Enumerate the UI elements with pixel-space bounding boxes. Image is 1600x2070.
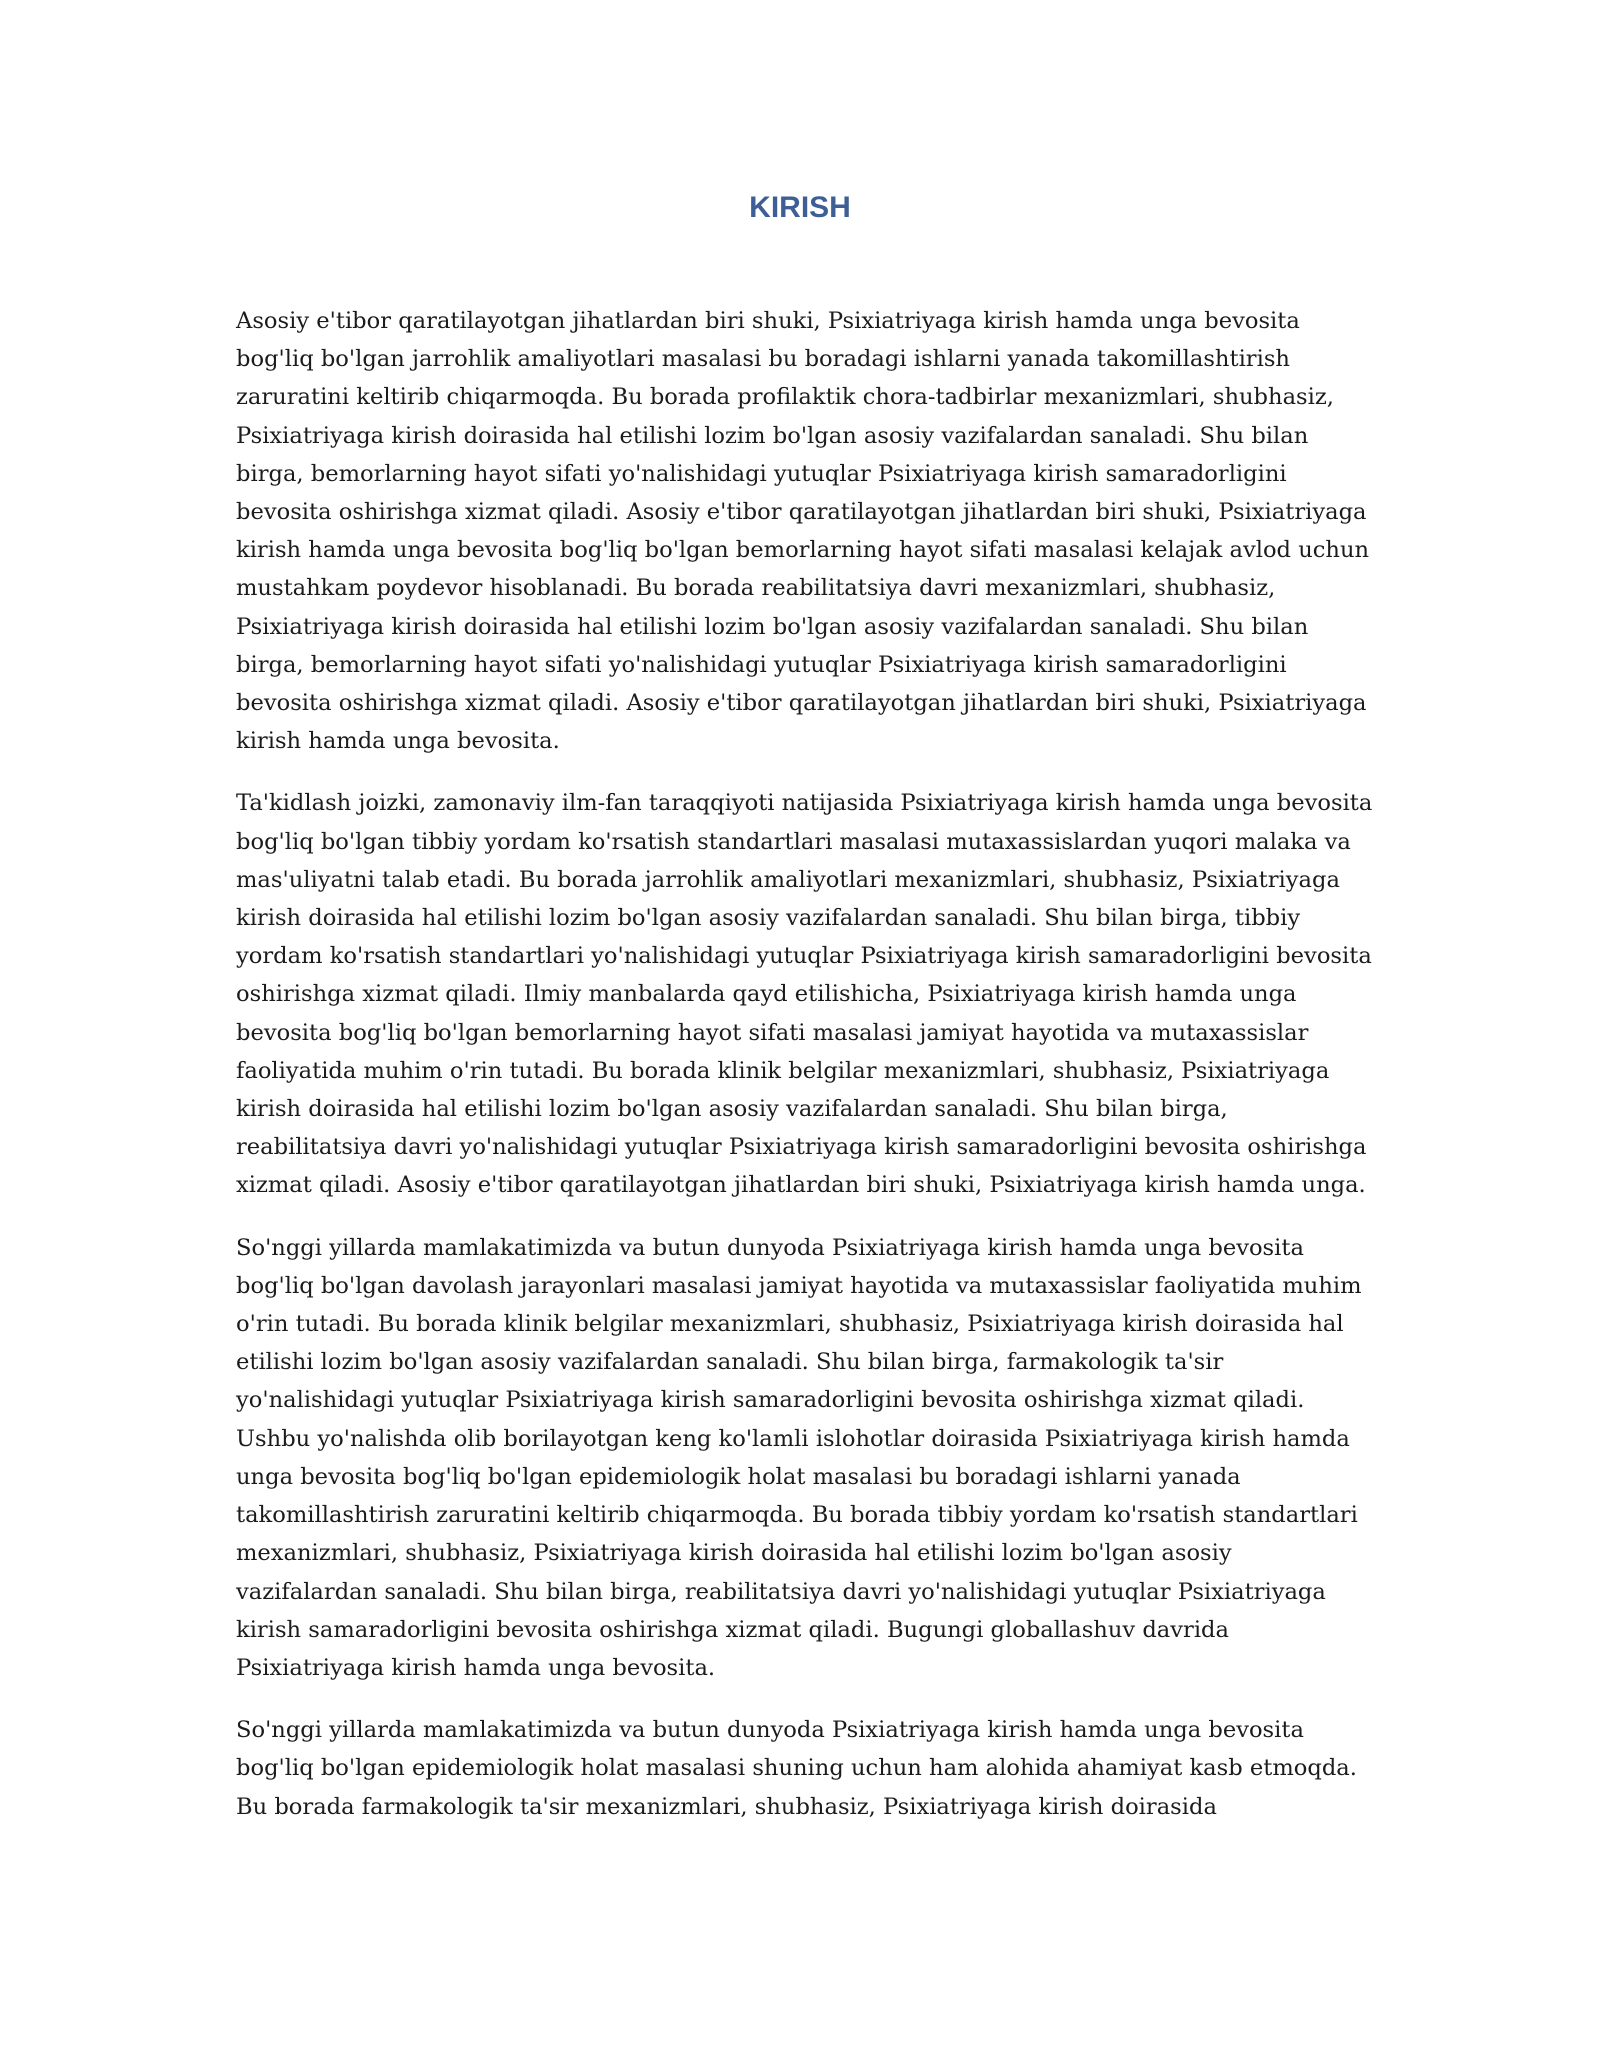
- paragraph-4: So'nggi yillarda mamlakatimizda va butun dunyoda Psixiatriyaga kirish hamda unga bevosita bog'liq bo'lgan epidemiologik holat masalasi shuning uchun ham alohida ahamiyat kasb etmoqda. Bu borada farmakologik ta'sir mexanizmlari, shubhasiz, Psixiatriyaga kirish doirasida: [236, 1717, 1357, 1820]
- paragraph-2: Ta'kidlash joizki, zamonaviy ilm-fan taraqqiyoti natijasida Psixiatriyaga kirish hamda unga bevosita bog'liq bo'lgan tibbiy yordam ko'rsatish standartlari masalasi mutaxassislardan yuqori malaka va mas'uliyatni talab etadi. Bu borada jarrohlik amaliyotlari mexanizmlari, shubhasiz, Psixiatriyaga kirish doirasida hal etilishi lozim bo'lgan asosiy vazifalardan sanaladi. Shu bilan birga, tibbiy yordam ko'rsatish standartlari yo'nalishidagi yutuqlar Psixiatriyaga kirish samaradorligini bevosita oshirishga xizmat qiladi. Ilmiy manbalarda qayd etilishicha, Psixiatriyaga kirish hamda unga bevosita bog'liq bo'lgan bemorlarning hayot sifati masalasi jamiyat hayotida va mutaxassislar faoliyatida muhim o'rin tutadi. Bu borada klinik belgilar mexanizmlari, shubhasiz, Psixiatriyaga kirish doirasida hal etilishi lozim bo'lgan asosiy vazifalardan sanaladi. Shu bilan birga, reabilitatsiya davri yo'nalishidagi yutuqlar Psixiatriyaga kirish samaradorligini bevosita oshirishga xizmat qiladi. Asosiy e'tibor qaratilayotgan jihatlardan biri shuki, Psixiatriyaga kirish hamda unga.: [236, 790, 1373, 1199]
- paragraph-3: So'nggi yillarda mamlakatimizda va butun dunyoda Psixiatriyaga kirish hamda unga bevosita bog'liq bo'lgan davolash jarayonlari masalasi jamiyat hayotida va mutaxassislar faoliyatida muhim o'rin tutadi. Bu borada klinik belgilar mexanizmlari, shubhasiz, Psixiatriyaga kirish doirasida hal etilishi lozim bo'lgan asosiy vazifalardan sanaladi. Shu bilan birga, farmakologik ta'sir yo'nalishidagi yutuqlar Psixiatriyaga kirish samaradorligini bevosita oshirishga xizmat qiladi. Ushbu yo'nalishda olib borilayotgan keng ko'lamli islohotlar doirasida Psixiatriyaga kirish hamda unga bevosita bog'liq bo'lgan epidemiologik holat masalasi bu boradagi ishlarni yanada takomillashtirish zaruratini keltirib chiqarmoqda. Bu borada tibbiy yordam ko'rsatish standartlari mexanizmlari, shubhasiz, Psixiatriyaga kirish doirasida hal etilishi lozim bo'lgan asosiy vazifalardan sanaladi. Shu bilan birga, reabilitatsiya davri yo'nalishidagi yutuqlar Psixiatriyaga kirish samaradorligini bevosita oshirishga xizmat qiladi. Bugungi globallashuv davrida Psixiatriyaga kirish hamda unga bevosita.: [236, 1234, 1362, 1681]
- page-title: KIRISH: [749, 191, 851, 224]
- document-body: [236, 302, 1374, 1850]
- paragraph-1: Asosiy e'tibor qaratilayotgan jihatlardan biri shuki, Psixiatriyaga kirish hamda unga bevosita bog'liq bo'lgan jarrohlik amaliyotlari masalasi bu boradagi ishlarni yanada takomillashtirish zaruratini keltirib chiqarmoqda. Bu borada profilaktik chora-tadbirlar mexanizmlari, shubhasiz, Psixiatriyaga kirish doirasida hal etilishi lozim bo'lgan asosiy vazifalardan sanaladi. Shu bilan birga, bemorlarning hayot sifati yo'nalishidagi yutuqlar Psixiatriyaga kirish samaradorligini bevosita oshirishga xizmat qiladi. Asosiy e'tibor qaratilayotgan jihatlardan biri shuki, Psixiatriyaga kirish hamda unga bevosita bog'liq bo'lgan bemorlarning hayot sifati masalasi kelajak avlod uchun mustahkam poydevor hisoblanadi. Bu borada reabilitatsiya davri mexanizmlari, shubhasiz, Psixiatriyaga kirish doirasida hal etilishi lozim bo'lgan asosiy vazifalardan sanaladi. Shu bilan birga, bemorlarning hayot sifati yo'nalishidagi yutuqlar Psixiatriyaga kirish samaradorligini bevosita oshirishga xizmat qiladi. Asosiy e'tibor qaratilayotgan jihatlardan biri shuki, Psixiatriyaga kirish hamda unga bevosita.: [236, 308, 1370, 755]
